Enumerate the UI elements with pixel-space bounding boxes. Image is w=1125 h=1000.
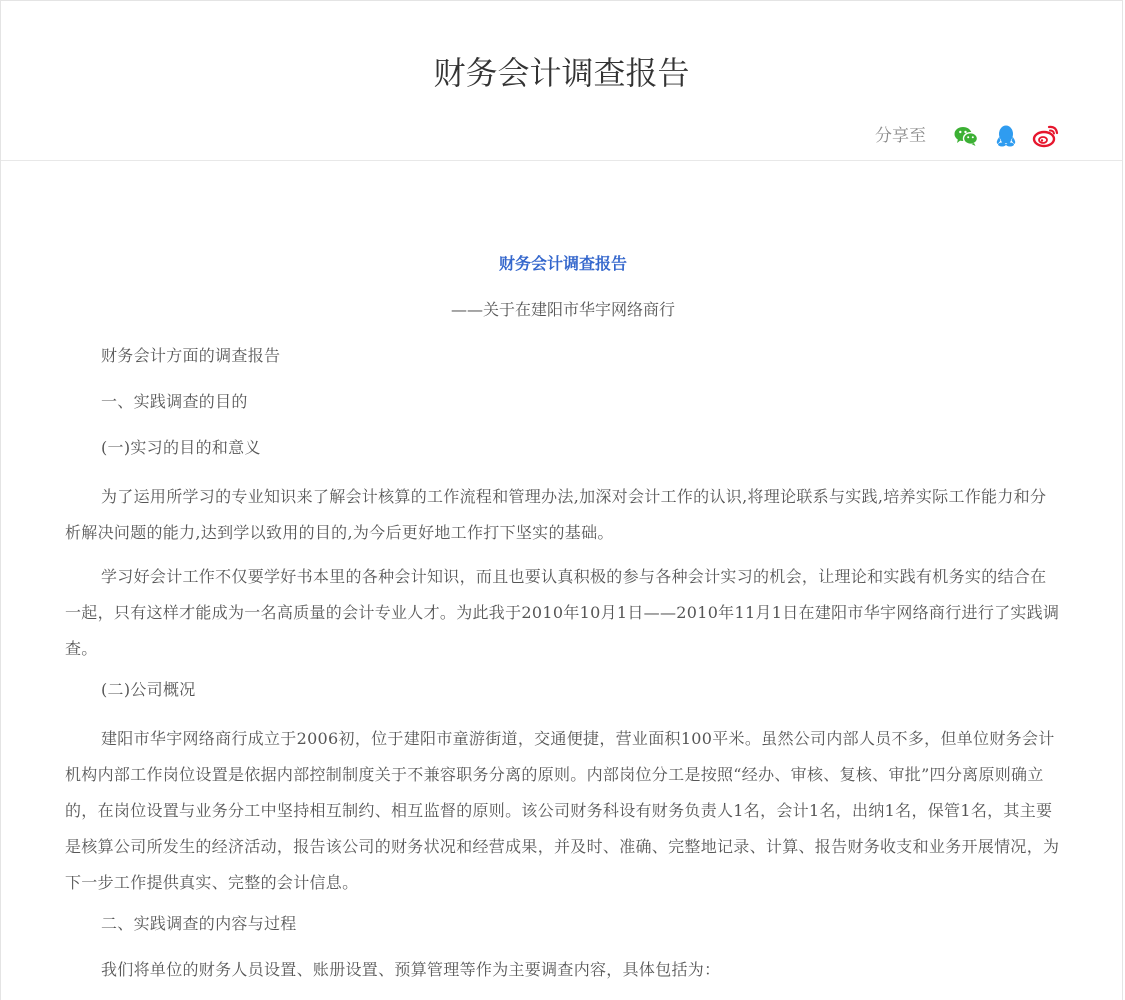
subsection-heading: (一)实习的目的和意义 <box>101 438 261 457</box>
paragraph: 我们将单位的财务人员设置、账册设置、预算管理等作为主要调查内容，具体包括为： <box>101 960 721 979</box>
article-body <box>65 241 1061 993</box>
paragraph: 学习好会计工作不仅要学好书本里的各种会计知识，而且也要认真积极的参与各种会计实习的机会，让理论和实践有机务实的结合在一起，只有这样才能成为一名高质量的会计专业人才。为此我于2010年10月1日——2010年11月1日在建阳市华宇网络商行进行了实践调查。 <box>65 567 1060 658</box>
share-label: 分享至 <box>875 126 926 146</box>
section-heading: 一、实践调查的目的 <box>101 392 248 411</box>
page-title: 财务会计调查报告 <box>433 54 690 92</box>
wechat-icon[interactable] <box>952 122 980 150</box>
share-bar <box>875 122 1060 150</box>
paragraph: 为了运用所学习的专业知识来了解会计核算的工作流程和管理办法,加深对会计工作的认识,将理论联系与实践,培养实际工作能力和分析解决问题的能力,达到学以致用的目的,为今后更好地工作打下坚实的基础。 <box>65 487 1047 542</box>
weibo-icon[interactable] <box>1032 122 1060 150</box>
page-header <box>1 1 1122 161</box>
subsection-heading: (二)公司概况 <box>101 680 196 699</box>
article-title: 财务会计调查报告 <box>498 254 627 273</box>
article-subtitle: ——关于在建阳市华宇网络商行 <box>450 300 675 319</box>
section-heading: 二、实践调查的内容与过程 <box>101 914 297 933</box>
paragraph: 财务会计方面的调查报告 <box>101 346 281 365</box>
paragraph: 建阳市华宇网络商行成立于2006初，位于建阳市童游街道，交通便捷，营业面积100平米。虽然公司内部人员不多，但单位财务会计机构内部工作岗位设置是依据内部控制制度关于不兼容职务分离的原则。内部岗位分工是按照“经办、审核、复核、审批”四分离原则确立的，在岗位设置与业务分工中坚持相互制约、相互监督的原则。该公司财务科设有财务负责人1名，会计1名，出纳1名，保管1名，其主要是核算公司所发生的经济活动，报告该公司的财务状况和经营成果，并及时、准确、完整地记录、计算、报告财务收支和业务开展情况，为下一步工作提供真实、完整的会计信息。 <box>65 729 1060 892</box>
qq-icon[interactable] <box>992 122 1020 150</box>
